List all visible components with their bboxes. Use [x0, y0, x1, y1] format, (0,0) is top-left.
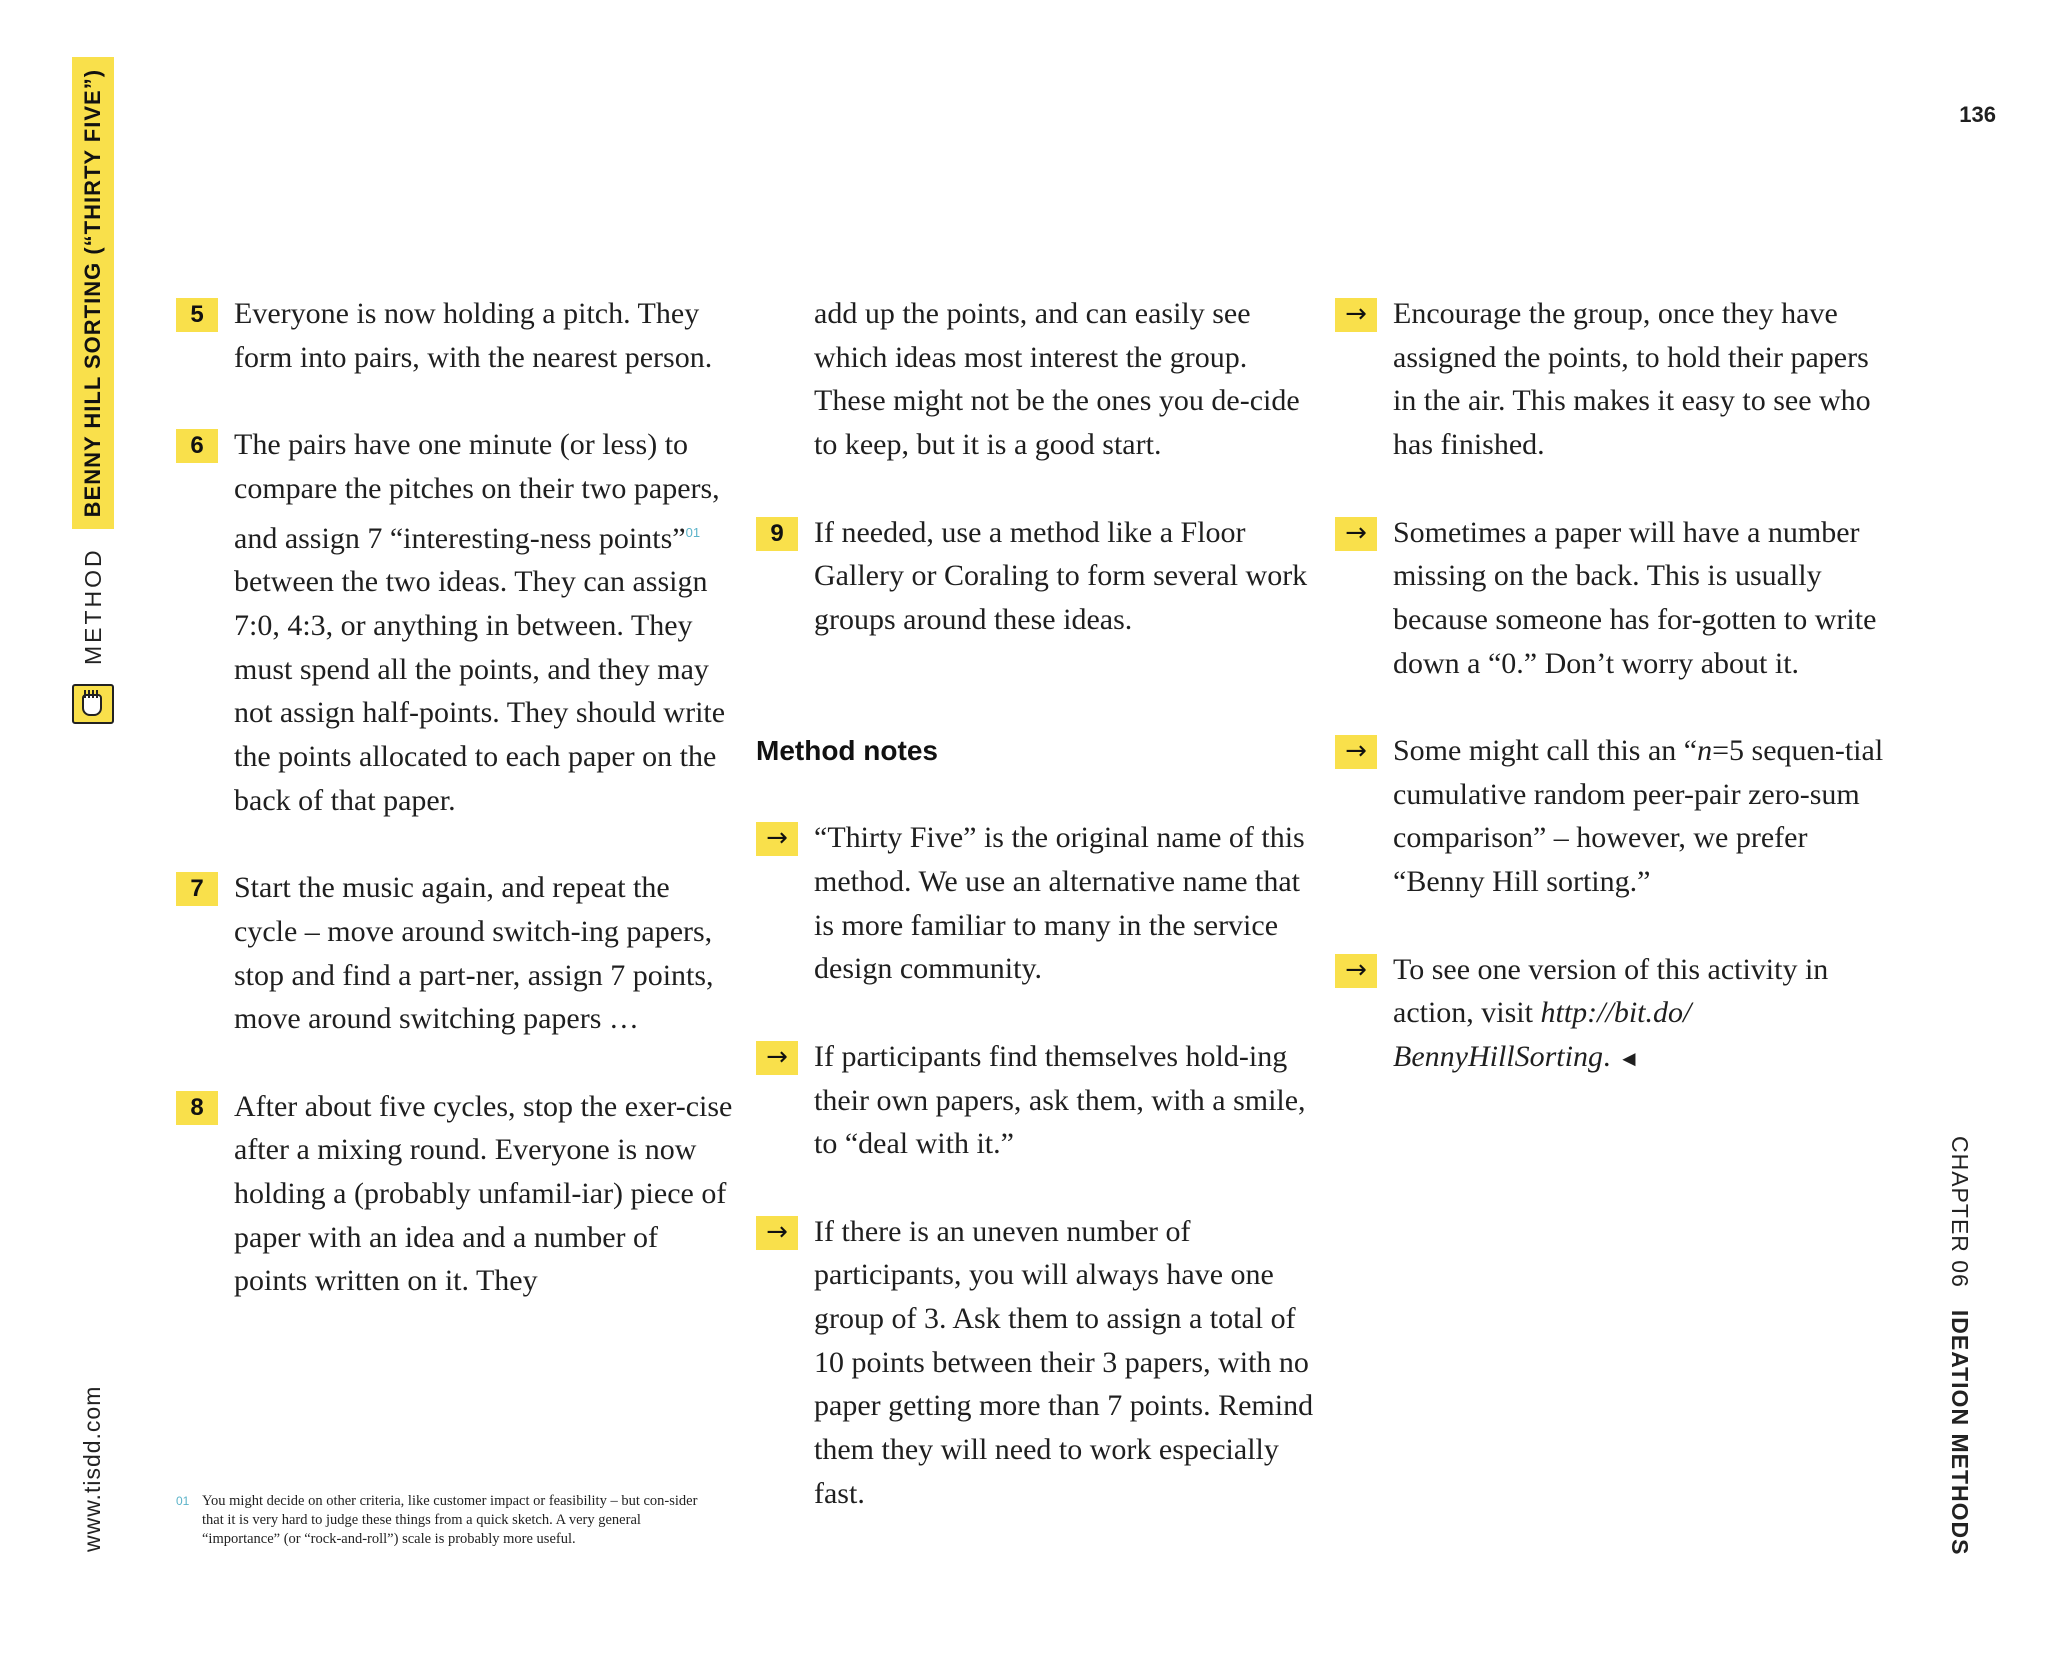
- website-url-text: www.tisdd.com: [79, 1385, 105, 1552]
- step-6: [176, 423, 736, 822]
- chapter-label: CHAPTER 06: [1947, 1136, 1973, 1288]
- note-italic-n: n: [1697, 734, 1713, 767]
- method-hand-icon: [72, 684, 114, 724]
- step-9: [756, 511, 1316, 642]
- section-title: IDEATION METHODS: [1947, 1309, 1973, 1556]
- step-text: After about five cycles, stop the exer-cise after a mixing round. Everyone is now holding a (probably unfamil-iar) piece of paper with an idea and a number of points written on it. They: [234, 1089, 733, 1298]
- note-text: [1393, 729, 1895, 904]
- step-number-badge: 5: [176, 298, 218, 332]
- activity-link[interactable]: http://bit.do/ BennyHillSorting: [1393, 996, 1692, 1073]
- note-item: [1335, 729, 1895, 904]
- step-text: Start the music again, and repeat the cycle – move around switch-ing papers, stop and find a part-ner, assign 7 points, move around switching papers …: [234, 871, 714, 1036]
- step-number-badge: 9: [756, 517, 798, 551]
- website-url: [72, 1385, 112, 1552]
- note-text-part: To see one version of this activity in action, visit: [1393, 952, 1829, 1030]
- footnote: [176, 1492, 706, 1549]
- column-3: [1335, 292, 1895, 1124]
- step-text: Everyone is now holding a pitch. They form into pairs, with the nearest person.: [234, 297, 713, 374]
- arrow-right-icon: →: [1335, 735, 1377, 769]
- chapter-sidebar: [1940, 1136, 1980, 1556]
- note-text: [1393, 948, 1895, 1081]
- note-text: Sometimes a paper will have a number missing on the back. This is usually because someone has for-gotten to write down a “0.” Don’t worry about it.: [1393, 515, 1877, 680]
- step-8: [176, 1085, 736, 1304]
- note-text: Encourage the group, once they have assigned the points, to hold their papers in the air. This makes it easy to see who has finished.: [1393, 297, 1871, 462]
- footnote-text: You might decide on other criteria, like customer impact or feasibility – but con-sider that it is very hard to judge these things from a quick sketch. A very general “importance” (or “rock-and-roll”) scale is probably more useful.: [202, 1493, 698, 1547]
- note-item: [756, 1035, 1316, 1166]
- note-item: [1335, 948, 1895, 1081]
- method-sidebar: [69, 68, 117, 725]
- note-text: If participants find themselves hold-ing their own papers, ask them, with a smile, to “deal with it.”: [814, 1039, 1306, 1161]
- step-text-part: between the two ideas. They can assign 7:0, 4:3, or anything in between. They must spend all the points, and they may not assign half-points. They should write the points allocated to each paper on the back of that paper.: [234, 565, 726, 817]
- note-item: [1335, 511, 1895, 686]
- note-text-part: =5 sequen-tial cumulative random peer-pair zero-sum comparison” – however, we prefer “Benny Hill sorting.”: [1393, 734, 1884, 899]
- arrow-right-icon: →: [1335, 298, 1377, 332]
- method-notes-heading: Method notes: [756, 734, 938, 766]
- arrow-right-icon: →: [1335, 517, 1377, 551]
- footnote-ref[interactable]: 01: [685, 524, 701, 540]
- end-mark-icon: ◄: [1617, 1045, 1640, 1071]
- page-number: 136: [1959, 102, 1996, 127]
- method-label: METHOD: [79, 547, 106, 665]
- column-2: [756, 292, 1316, 1559]
- method-title: BENNY HILL SORTING (“THIRTY FIVE”): [72, 57, 114, 529]
- column-1: [176, 292, 736, 1347]
- step-number-badge: 6: [176, 429, 218, 463]
- note-item: [756, 1210, 1316, 1516]
- step-8-continuation: add up the points, and can easily see which ideas most interest the group. These might not be the ones you de-cide to keep, but it is a good start.: [814, 297, 1300, 462]
- step-number-badge: 8: [176, 1091, 218, 1125]
- note-text-part: .: [1602, 1039, 1611, 1073]
- arrow-right-icon: →: [756, 1216, 798, 1250]
- step-5: [176, 292, 736, 379]
- note-text-part: Some might call this an “: [1393, 734, 1698, 767]
- note-item: [756, 816, 1316, 991]
- note-item: [1335, 292, 1895, 467]
- note-text: “Thirty Five” is the original name of this method. We use an alternative name that is more familiar to many in the service design community.: [814, 821, 1305, 986]
- arrow-right-icon: →: [756, 1041, 798, 1075]
- step-text: If needed, use a method like a Floor Gallery or Coraling to form several work groups around these ideas.: [814, 515, 1308, 636]
- step-number-badge: 7: [176, 872, 218, 906]
- step-text: [234, 423, 736, 822]
- footnote-number: 01: [176, 1494, 190, 1508]
- step-text-part: The pairs have one minute (or less) to compare the pitches on their two papers, and assign 7 “interesting-ness points”: [234, 428, 720, 555]
- arrow-right-icon: →: [756, 822, 798, 856]
- step-7: [176, 866, 736, 1041]
- note-text: If there is an uneven number of participants, you will always have one group of 3. Ask them to assign a total of 10 points between their 3 papers, with no paper getting more than 7 points. Remind them they will need to work especially fast.: [814, 1214, 1314, 1510]
- arrow-right-icon: →: [1335, 954, 1377, 988]
